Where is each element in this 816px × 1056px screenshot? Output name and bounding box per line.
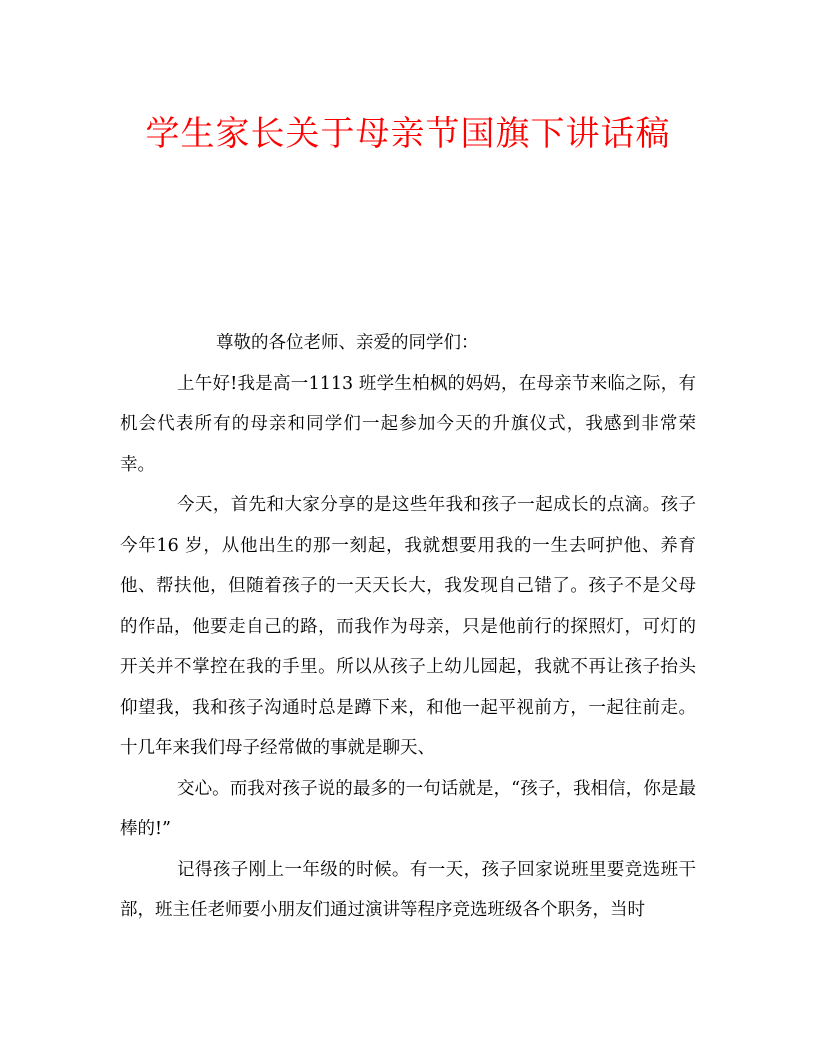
paragraph-1: 上午好!我是高一1113 班学生柏枫的妈妈，在母亲节来临之际，有机会代表所有的母亲和同学们一起参加今天的升旗仪式，我感到非常荣幸。 <box>120 373 696 475</box>
document-title: 学生家长关于母亲节国旗下讲话稿 <box>145 114 671 154</box>
paragraph-2: 今天，首先和大家分享的是这些年我和孩子一起成长的点滴。孩子今年16 岁，从他出生的那一刻起，我就想要用我的一生去呵护他、养育他、帮扶他，但随着孩子的一天天长大，我发现自己错了。孩子不是父母的作品，他要走自己的路，而我作为母亲，只是他前行的探照灯，可灯的开关并不掌控在我的手里。所以从孩子上幼儿园起，我就不再让孩子抬头仰望我，我和孩子沟通时总是蹲下来，和他一起平视前方，一起往前走。十几年来我们母子经常做的事就是聊天、 <box>120 495 696 758</box>
document-body <box>120 323 696 931</box>
paragraph-3: 交心。而我对孩子说的最多的一句话就是，“孩子，我相信，你是最棒的!” <box>120 778 696 839</box>
paragraph-4: 记得孩子刚上一年级的时候。有一天，孩子回家说班里要竞选班干部，班主任老师要小朋友们通过演讲等程序竞选班级各个职务，当时 <box>120 859 696 920</box>
greeting-line: 尊敬的各位老师、亲爱的同学们： <box>216 333 479 353</box>
